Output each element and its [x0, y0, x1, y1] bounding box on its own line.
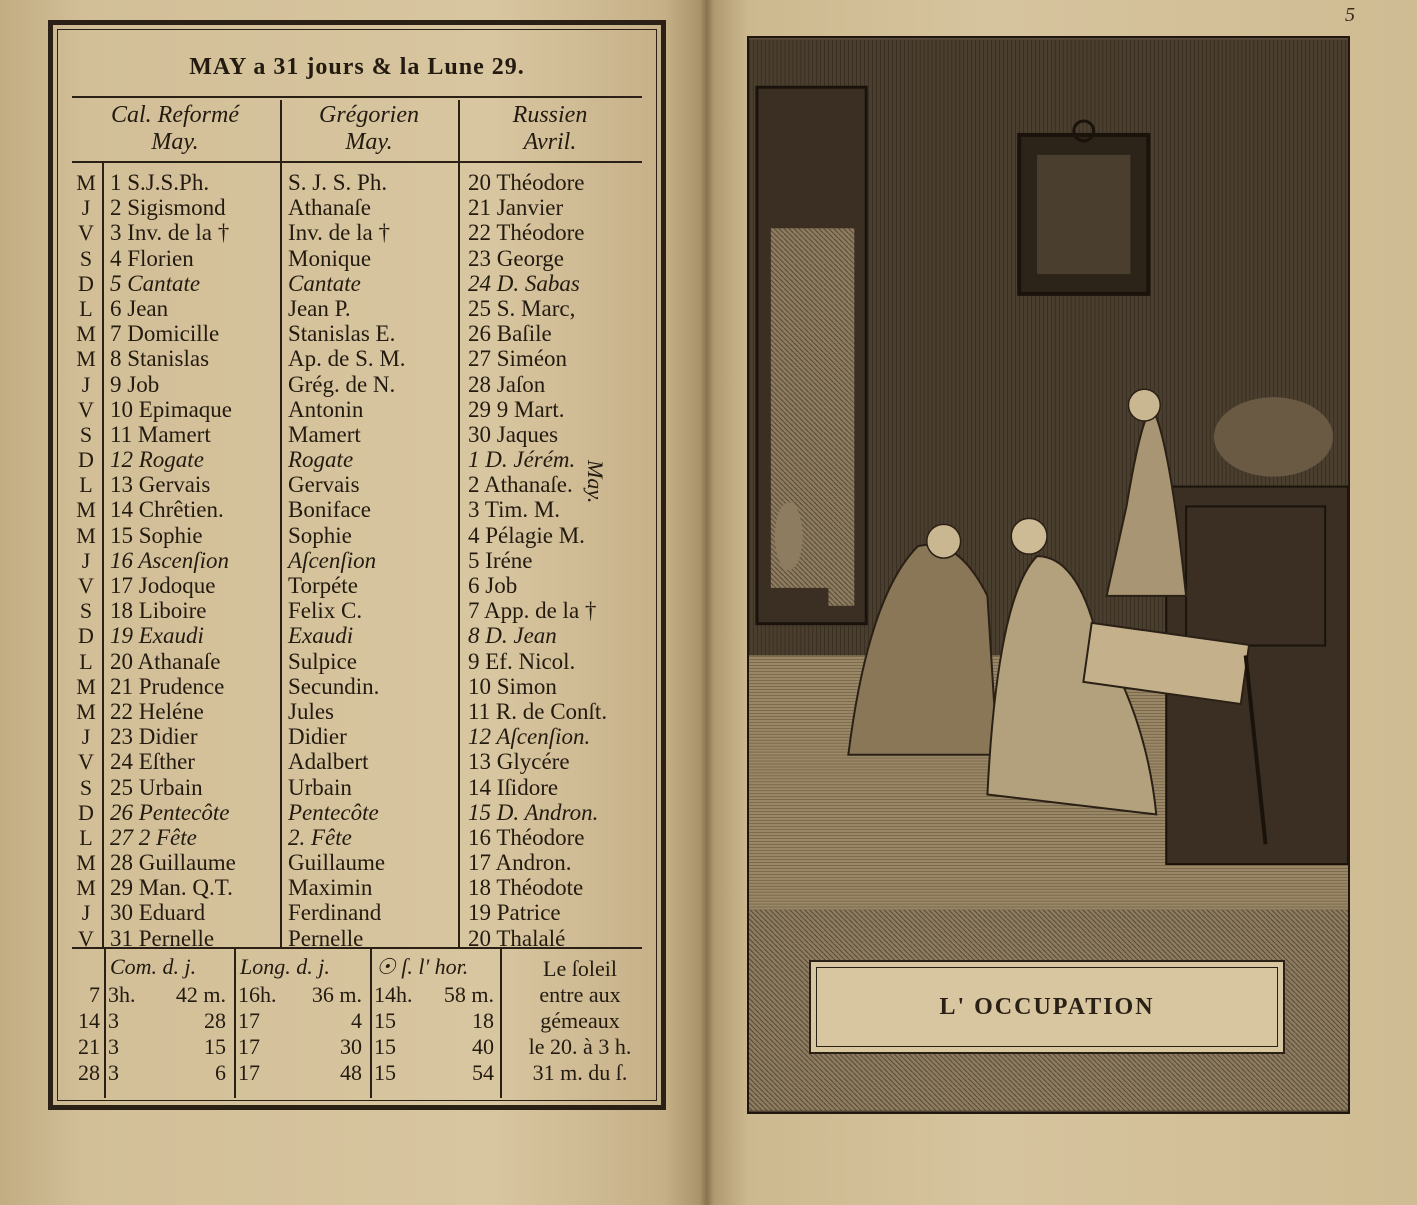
calendar-cell: V [78, 573, 94, 598]
footer-header-sun: ☉ ſ. l' hor. [376, 954, 469, 979]
calendar-cell: 4 Pélagie M. [468, 522, 585, 548]
rule [458, 100, 460, 947]
calendar-cell: 6 Jean [110, 295, 169, 321]
calendar-cell: 9 Job [110, 371, 160, 397]
calendar-cell: 21 Prudence [110, 673, 225, 699]
footer-cell: 18 [472, 1008, 494, 1033]
header-gregorian-line2: May. [345, 129, 393, 155]
footer-cell: 17 [238, 1034, 260, 1059]
footer-cell: 17 [238, 1008, 260, 1033]
footer-sun-column [374, 982, 500, 1086]
engraving-caption: L' OCCUPATION [939, 993, 1155, 1020]
calendar-cell: Urbain [288, 774, 352, 800]
calendar-cell: 28 Guillaume [110, 850, 236, 876]
calendar-cell: 29 Man. Q.T. [110, 875, 233, 901]
calendar-cell: 27 2 Fête [110, 824, 197, 850]
calendar-cell: Guillaume [288, 850, 386, 876]
note-line: le 20. à 3 h. [528, 1034, 632, 1059]
side-table [759, 588, 829, 614]
calendar-cell: Didier [288, 724, 347, 750]
calendar-cell: Maximin [288, 875, 373, 901]
calendar-cell: 7 Domicille [110, 321, 220, 347]
rule [500, 948, 502, 1098]
footer-cell: 15 [204, 1034, 226, 1059]
calendar-cell: D [78, 447, 94, 473]
footer-row: 7 [89, 982, 100, 1007]
footer-row [374, 1034, 500, 1060]
header-russian-line1: Russien [512, 102, 588, 128]
calendar-frame [48, 20, 666, 1110]
calendar-cell: Aſcenſion [288, 547, 377, 573]
calendar-cell: 20 Théodore [468, 170, 585, 195]
calendar-cell: 18 Liboire [110, 598, 207, 624]
calendar-cell: Secundin. [288, 673, 380, 699]
footer-cell: 4 [351, 1008, 362, 1033]
note-line: entre aux [539, 982, 621, 1007]
calendar-cell: 30 Jaques [468, 421, 559, 447]
calendar-cell: Gervais [288, 472, 360, 498]
calendar-cell: S [79, 245, 93, 271]
page-number: 5 [1345, 4, 1355, 26]
calendar-cell: L [79, 648, 93, 674]
calendar-cell: 12 Rogate [110, 447, 204, 473]
engraving-scene [749, 38, 1348, 1112]
calendar-cell: Mamert [288, 421, 361, 447]
calendar-cell: Pernelle [288, 925, 364, 951]
calendar-cell: M [76, 522, 96, 548]
footer-long-column [238, 982, 368, 1086]
calendar-cell: D [78, 270, 94, 296]
rule [234, 948, 236, 1098]
calendar-cell: M [76, 497, 96, 523]
reformed-column [110, 170, 280, 951]
calendar-cell: 8 Stanislas [110, 346, 210, 372]
footer-row: 21 [78, 1034, 100, 1059]
flower-vase [1214, 397, 1333, 476]
calendar-cell: 22 Heléne [110, 698, 204, 724]
calendar-cell: 10 Epimaque [110, 396, 232, 422]
calendar-cell: D [78, 623, 94, 649]
calendar-cell: 15 D. Andron. [468, 799, 599, 825]
calendar-cell: V [78, 925, 94, 951]
calendar-cell: 16 Ascenſion [110, 547, 230, 573]
calendar-cell: Grég. de N. [288, 371, 396, 397]
calendar-cell: 14 Chrêtien. [110, 497, 224, 523]
calendar-cell: J [81, 195, 91, 221]
calendar-cell: Cantate [288, 270, 361, 296]
calendar-cell: Rogate [288, 447, 354, 473]
footer-cell: 3 [108, 1008, 119, 1033]
calendar-cell: Exaudi [288, 623, 354, 649]
calendar-cell: 25 Urbain [110, 774, 203, 800]
calendar-cell: 18 Théodote [468, 875, 584, 901]
calendar-cell: 24 D. Sabas [468, 270, 580, 296]
footer-cell: 15 [374, 1060, 396, 1085]
calendar-title: MAY a 31 jours & la Lune 29. [189, 54, 525, 80]
footer-cell: 30 [340, 1034, 362, 1059]
calendar-cell: S [79, 421, 93, 447]
calendar-cell: Antonin [288, 396, 364, 422]
calendar-cell: 1 D. Jérém. [468, 447, 576, 473]
calendar-cell: M [76, 698, 96, 724]
calendar-cell: 29 9 Mart. [468, 396, 565, 422]
calendar-cell: 30 Eduard [110, 900, 206, 926]
calendar-cell: M [76, 673, 96, 699]
calendar-table [57, 29, 657, 1101]
calendar-cell: Athanaſe [288, 195, 372, 221]
calendar-cell: M [76, 850, 96, 876]
calendar-cell: 20 Athanaſe [110, 648, 221, 674]
rule [72, 96, 642, 98]
calendar-cell: L [79, 824, 93, 850]
calendar-cell: 9 Ef. Nicol. [468, 648, 576, 674]
footer-row: 28 [78, 1060, 100, 1085]
footer-cell: 14h. [374, 982, 413, 1007]
footer-cell: 28 [204, 1008, 226, 1033]
calendar-cell: Stanislas E. [288, 321, 396, 347]
rule [370, 948, 372, 1098]
russian-column [468, 170, 648, 951]
calendar-cell: 20 Thalalé [468, 925, 566, 951]
calendar-cell: L [79, 295, 93, 321]
footer-row [238, 1034, 368, 1060]
footer-cell: 3 [108, 1060, 119, 1085]
calendar-cell: J [81, 724, 91, 750]
calendar-cell: S [79, 774, 93, 800]
book-gutter [700, 0, 714, 1205]
calendar-cell: 2. Fête [288, 824, 352, 850]
calendar-cell: 7 App. de la † [468, 598, 597, 624]
header-gregorian [282, 102, 456, 156]
calendar-cell: J [81, 547, 91, 573]
footer-row [238, 1008, 368, 1034]
footer-cell: 16h. [238, 982, 277, 1007]
calendar-cell: S [79, 598, 93, 624]
calendar-cell: M [76, 321, 96, 347]
footer-header-long: Long. d. j. [240, 954, 330, 979]
calendar-cell: 28 Jaſon [468, 371, 546, 397]
calendar-cell: 17 Andron. [468, 850, 572, 876]
calendar-cell: Felix C. [288, 598, 363, 624]
calendar-cell: 4 Florien [110, 245, 194, 271]
footer-com-column [108, 982, 232, 1086]
calendar-cell: Torpéte [288, 573, 358, 598]
footer-cell: 42 m. [175, 982, 226, 1007]
footer-cell: 3h. [108, 982, 136, 1007]
footer-cell: 6 [215, 1060, 226, 1085]
calendar-cell: 26 Pentecôte [110, 799, 230, 825]
calendar-cell: 14 Iſidore [468, 774, 559, 800]
footer-row [108, 1008, 232, 1034]
calendar-cell: 23 Didier [110, 724, 198, 750]
calendar-cell: D [78, 799, 94, 825]
calendar-cell: M [76, 346, 96, 372]
note-line: 31 m. du ſ. [532, 1060, 628, 1085]
footer-cell: 15 [374, 1008, 396, 1033]
seated-man-head [927, 524, 961, 558]
header-russian-line2: Avril. [523, 129, 577, 155]
calendar-cell: 2 Athanaſe. [468, 472, 573, 498]
portrait-canvas [1037, 155, 1130, 274]
calendar-cell: M [76, 170, 96, 195]
header-gregorian-line1: Grégorien [319, 102, 419, 128]
rule [104, 948, 106, 1098]
footer-cell: 3 [108, 1034, 119, 1059]
calendar-cell: 21 Janvier [468, 195, 564, 221]
footer-row [238, 1060, 368, 1086]
footer-cell: 48 [340, 1060, 362, 1085]
calendar-cell: 27 Siméon [468, 346, 568, 372]
calendar-cell: Inv. de la † [288, 220, 390, 246]
footer-row [374, 1008, 500, 1034]
note-line: gémeaux [540, 1008, 620, 1033]
engraving-illustration [747, 36, 1350, 1114]
calendar-cell: Ferdinand [288, 900, 382, 926]
footer-header-com: Com. d. j. [110, 954, 197, 979]
footer-row [374, 1060, 500, 1086]
rule [102, 162, 104, 947]
calendar-cell: L [79, 472, 93, 498]
cherub-statue [775, 502, 803, 570]
calendar-cell: V [78, 220, 94, 246]
calendar-cell: 15 Sophie [110, 522, 203, 548]
footer-days-column [62, 982, 100, 1086]
header-reformed [72, 102, 278, 156]
calendar-cell: 1 S.J.S.Ph. [110, 170, 210, 195]
calendar-cell: 19 Exaudi [110, 623, 204, 649]
calendar-cell: Sulpice [288, 648, 357, 674]
footer-row [374, 982, 500, 1008]
calendar-cell: Pentecôte [288, 799, 379, 825]
calendar-cell: J [81, 900, 91, 926]
standing-woman-head [1128, 389, 1160, 421]
calendar-cell: 3 Tim. M. [468, 497, 561, 523]
gregorian-column [288, 170, 458, 951]
calendar-cell: 11 R. de Conſt. [468, 698, 608, 724]
calendar-cell: M [76, 875, 96, 901]
header-russian [460, 102, 640, 156]
rule [280, 100, 282, 947]
calendar-cell: 23 George [468, 245, 565, 271]
calendar-cell: 22 Théodore [468, 220, 585, 246]
calendar-cell: 12 Aſcenſion. [468, 724, 591, 750]
footer-cell: 58 m. [443, 982, 494, 1007]
calendar-cell: 24 Eſther [110, 749, 195, 775]
footer-row [108, 1060, 232, 1086]
calendar-cell: V [78, 749, 94, 775]
calendar-cell: 16 Théodore [468, 824, 585, 850]
calendar-cell: 2 Sigismond [110, 195, 226, 221]
calendar-cell: Jules [288, 698, 334, 724]
footer-row [238, 982, 368, 1008]
seated-woman-head [1011, 518, 1047, 554]
calendar-cell: 19 Patrice [468, 900, 561, 926]
calendar-cell: Jean P. [288, 295, 351, 321]
calendar-cell: S. J. S. Ph. [288, 170, 388, 195]
caption-plaque [809, 960, 1285, 1054]
calendar-cell: 31 Pernelle [110, 925, 215, 951]
calendar-cell: 8 D. Jean [468, 623, 557, 649]
footer-cell: 17 [238, 1060, 260, 1085]
calendar-cell: 6 Job [468, 573, 518, 598]
calendar-cell: Sophie [288, 522, 352, 548]
footer-row: 14 [78, 1008, 100, 1033]
sun-entry-note [510, 956, 650, 1086]
calendar-cell: J [81, 371, 91, 397]
calendar-cell: 3 Inv. de la † [110, 220, 230, 246]
calendar-cell: 5 Iréne [468, 547, 533, 573]
russian-month-marker: May. [583, 460, 608, 504]
calendar-cell: 17 Jodoque [110, 573, 216, 598]
calendar-cell: V [78, 396, 94, 422]
calendar-cell: Ap. de S. M. [288, 346, 406, 372]
footer-row [108, 982, 232, 1008]
calendar-cell: Boniface [288, 497, 372, 523]
footer-cell: 54 [472, 1060, 494, 1085]
calendar-cell: 5 Cantate [110, 270, 201, 296]
calendar-cell: 10 Simon [468, 673, 557, 699]
footer-row [108, 1034, 232, 1060]
calendar-cell: Monique [288, 245, 372, 271]
weekday-letters-column [72, 170, 100, 951]
calendar-cell: 26 Baſile [468, 321, 552, 347]
footer-cell: 40 [472, 1034, 494, 1059]
calendar-cell: 13 Glycére [468, 749, 570, 775]
calendar-cell: 25 S. Marc, [468, 295, 576, 321]
note-line: Le ſoleil [543, 956, 617, 981]
header-reformed-line2: May. [151, 129, 199, 155]
footer-cell: 15 [374, 1034, 396, 1059]
calendar-cell: Adalbert [288, 749, 369, 775]
header-reformed-line1: Cal. Reformé [111, 102, 239, 128]
calendar-cell: 11 Mamert [110, 421, 211, 447]
calendar-cell: 13 Gervais [110, 472, 211, 498]
footer-cell: 36 m. [311, 982, 362, 1007]
caption-plaque-inner [816, 967, 1278, 1047]
rule [72, 161, 642, 163]
